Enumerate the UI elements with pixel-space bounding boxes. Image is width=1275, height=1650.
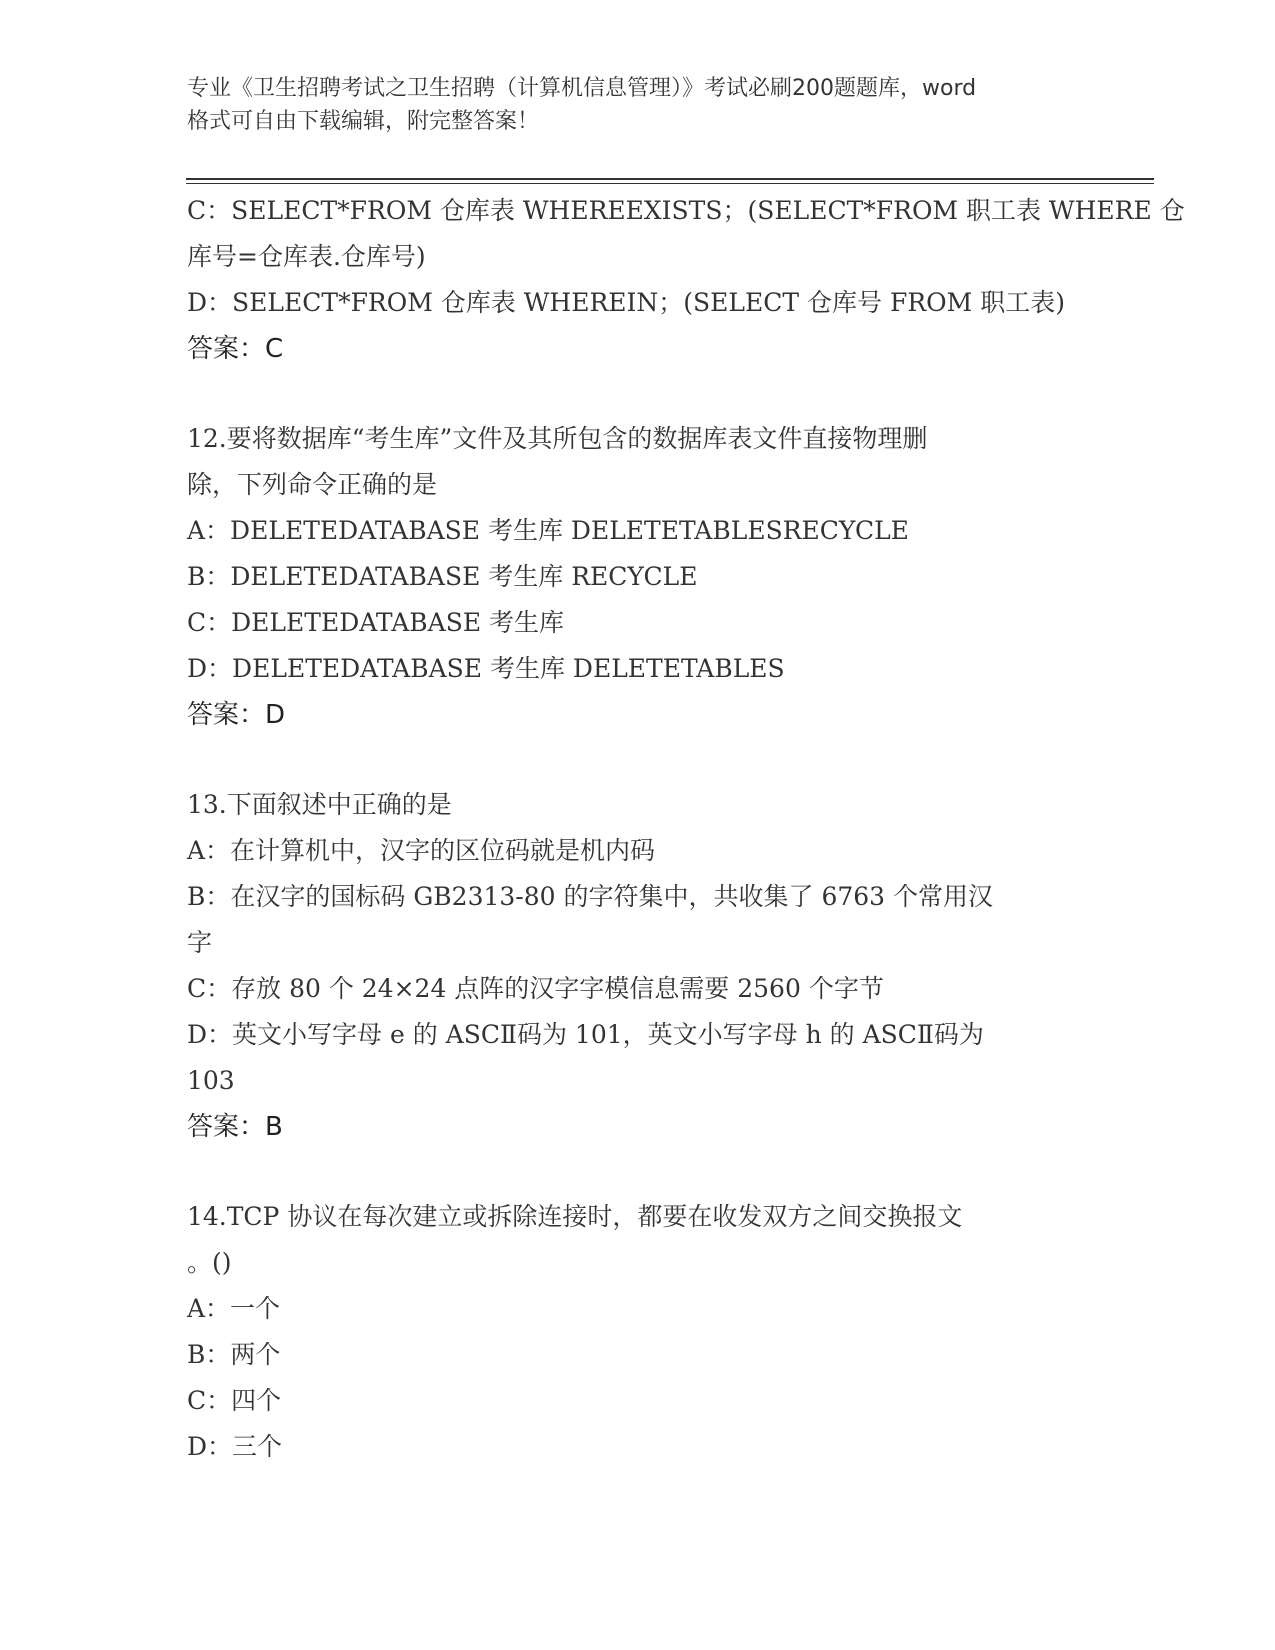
header-divider: [186, 183, 1154, 184]
spacer: [187, 372, 1087, 416]
option-a: A：DELETEDATABASE 考生库 DELETETABLESRECYCLE: [187, 516, 909, 545]
option-c: C：四个: [187, 1386, 282, 1415]
document-header: [187, 72, 1087, 138]
option-c: C：DELETEDATABASE 考生库: [187, 608, 565, 637]
option-b: B：DELETEDATABASE 考生库 RECYCLE: [187, 562, 698, 591]
option-c: 库号=仓库表.仓库号): [187, 242, 426, 271]
question-13: [187, 782, 1087, 1150]
question-11: [187, 188, 1185, 372]
answer: 答案：D: [187, 700, 286, 730]
option-d: D：三个: [187, 1432, 283, 1461]
question-list: [187, 188, 1185, 1470]
spacer: [187, 1150, 1087, 1194]
option-d: D：英文小写字母 e 的 ASCⅡ码为 101，英文小写字母 h 的 ASCⅡ码为: [187, 1020, 984, 1049]
header-line: 格式可自由下载编辑，附完整答案！: [187, 109, 540, 134]
option-c: C：SELECT*FROM 仓库表 WHEREEXISTS；(SELECT*FROM 职工表 WHERE 仓: [187, 196, 1185, 225]
option-b: B：在汉字的国标码 GB2313-80 的字符集中，共收集了 6763 个常用汉: [187, 882, 994, 911]
question-stem: 14.TCP 协议在每次建立或拆除连接时，都要在收发双方之间交换报文: [187, 1202, 963, 1231]
question-14: [187, 1194, 1087, 1470]
answer: 答案：C: [187, 334, 284, 364]
option-c: C：存放 80 个 24×24 点阵的汉字字模信息需要 2560 个字节: [187, 974, 884, 1003]
option-a: A：在计算机中，汉字的区位码就是机内码: [187, 836, 656, 865]
question-stem: 除，下列命令正确的是: [187, 470, 438, 499]
option-b: 字: [187, 928, 213, 957]
option-b: B：两个: [187, 1340, 281, 1369]
question-stem: 12.要将数据库“考生库”文件及其所包含的数据库表文件直接物理删: [187, 424, 928, 453]
answer: 答案：B: [187, 1112, 283, 1142]
question-stem: 。(): [187, 1248, 232, 1277]
option-a: A：一个: [187, 1294, 281, 1323]
header-line: 专业《卫生招聘考试之卫生招聘（计算机信息管理）》考试必刷200题题库，word: [187, 76, 977, 101]
header-divider: [186, 178, 1154, 180]
option-d: D：DELETEDATABASE 考生库 DELETETABLES: [187, 654, 785, 683]
question-12: [187, 416, 1087, 738]
question-stem: 13.下面叙述中正确的是: [187, 790, 452, 819]
option-d: 103: [187, 1066, 235, 1095]
spacer: [187, 738, 1087, 782]
option-d: D：SELECT*FROM 仓库表 WHEREIN；(SELECT 仓库号 FROM 职工表): [187, 288, 1065, 317]
